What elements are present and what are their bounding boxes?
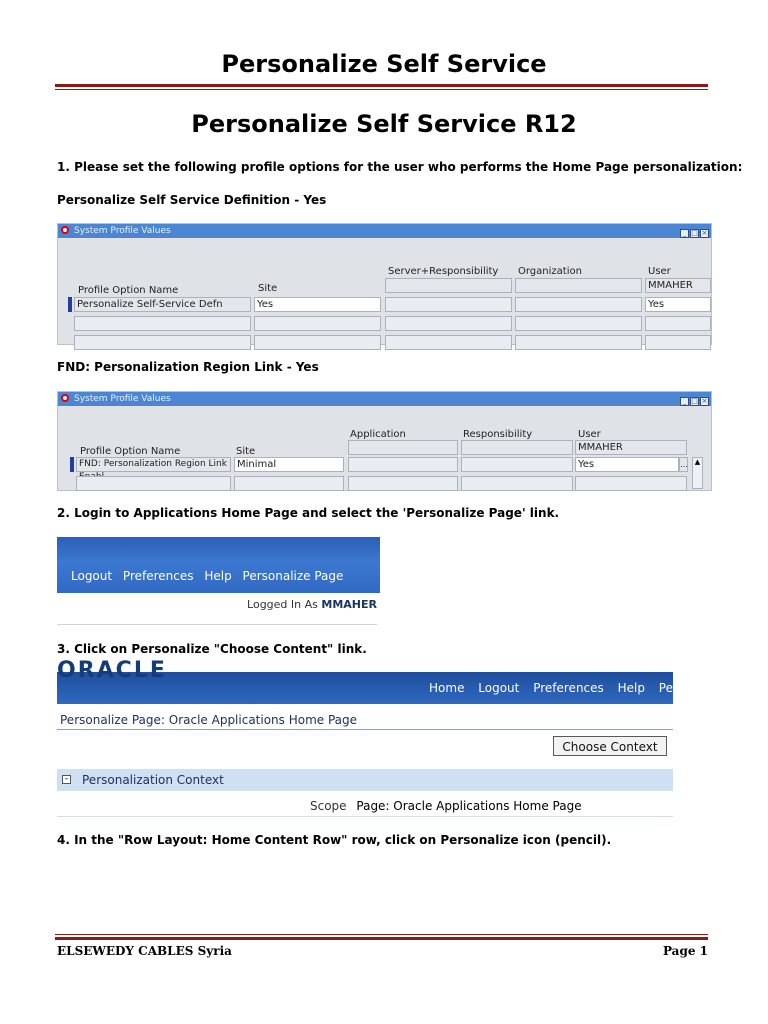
divider bbox=[57, 816, 673, 817]
current-row-indicator bbox=[70, 457, 74, 472]
col-header-user: User bbox=[648, 266, 671, 277]
footer-rule-thin bbox=[55, 934, 708, 935]
vertical-scrollbar[interactable] bbox=[692, 457, 703, 489]
preferences-link[interactable]: Preferences bbox=[122, 569, 194, 583]
minimize-icon[interactable]: _ bbox=[680, 397, 689, 406]
server-resp-field-empty[interactable] bbox=[385, 316, 512, 331]
user-value-field[interactable]: Yes bbox=[575, 457, 679, 472]
user-field-empty[interactable] bbox=[645, 316, 711, 331]
step-3-text: 3. Click on Personalize "Choose Content" link. bbox=[57, 642, 367, 656]
profile-name-cell-empty[interactable] bbox=[74, 316, 251, 331]
system-profile-window-2 bbox=[57, 391, 712, 491]
scope-value: Page: Oracle Applications Home Page bbox=[356, 799, 582, 813]
page-header-title: Personalize Self Service bbox=[221, 50, 547, 78]
user-field-empty[interactable] bbox=[645, 335, 711, 350]
personalization-context-header bbox=[57, 769, 673, 791]
global-links bbox=[419, 681, 673, 695]
scroll-up-icon[interactable]: ▲ bbox=[694, 458, 701, 466]
header-rule-thin bbox=[55, 89, 708, 90]
col-header-organization: Organization bbox=[518, 266, 582, 277]
global-links bbox=[71, 569, 350, 583]
divider bbox=[57, 624, 377, 625]
preferences-link[interactable]: Preferences bbox=[533, 681, 604, 695]
footer-company: ELSEWEDY CABLES Syria bbox=[57, 944, 232, 958]
logged-in-label: Logged In As bbox=[247, 598, 318, 611]
page-number: Page 1 bbox=[662, 944, 708, 958]
minimize-icon[interactable]: _ bbox=[680, 229, 689, 238]
header-rule bbox=[55, 84, 708, 87]
site-value-field-empty[interactable] bbox=[254, 335, 381, 350]
oracle-logo-icon bbox=[61, 226, 69, 234]
title-underline bbox=[57, 729, 673, 730]
help-link[interactable]: Help bbox=[617, 681, 645, 695]
collapse-icon[interactable]: - bbox=[62, 775, 71, 784]
window-title: System Profile Values bbox=[74, 394, 171, 404]
col-header-profile: Profile Option Name bbox=[80, 446, 181, 457]
step-2-text: 2. Login to Applications Home Page and select the 'Personalize Page' link. bbox=[57, 506, 560, 520]
personalize-page-title: Personalize Page: Oracle Applications Home Page bbox=[60, 713, 358, 727]
footer-rule bbox=[55, 937, 708, 940]
server-resp-header-cell bbox=[385, 278, 512, 293]
site-value-field[interactable]: Yes bbox=[254, 297, 381, 312]
responsibility-value-field[interactable] bbox=[461, 457, 573, 472]
help-link[interactable]: Help bbox=[204, 569, 232, 583]
logout-link[interactable]: Logout bbox=[478, 681, 520, 695]
current-row-indicator bbox=[68, 297, 72, 312]
user-name-cell: MMAHER bbox=[575, 440, 687, 455]
organization-value-field[interactable] bbox=[515, 297, 642, 312]
user-name-cell: MMAHER bbox=[645, 278, 711, 293]
window-titlebar bbox=[58, 224, 711, 238]
document-title: Personalize Self Service R12 bbox=[191, 110, 577, 138]
section-title: Personalization Context bbox=[82, 773, 224, 787]
user-value-field[interactable]: Yes bbox=[645, 297, 711, 312]
home-link[interactable]: Home bbox=[429, 681, 465, 695]
site-value-field-empty[interactable] bbox=[254, 316, 381, 331]
profile-option-2-text: FND: Personalization Region Link - Yes bbox=[57, 360, 319, 374]
site-value-field-empty[interactable] bbox=[234, 476, 344, 491]
oracle-logo: ORACLE bbox=[57, 658, 167, 683]
list-of-values-button[interactable]: … bbox=[679, 457, 688, 472]
application-field-empty[interactable] bbox=[348, 476, 458, 491]
col-header-responsibility: Responsibility bbox=[463, 429, 533, 440]
close-icon[interactable]: × bbox=[701, 229, 708, 237]
oracle-logo-icon bbox=[61, 394, 69, 402]
personalize-link-truncated[interactable]: Pe bbox=[658, 681, 673, 695]
logged-in-status bbox=[57, 598, 377, 611]
site-value-field[interactable]: Minimal bbox=[234, 457, 344, 472]
col-header-site: Site bbox=[258, 283, 278, 294]
home-page-global-bar bbox=[57, 537, 380, 593]
profile-name-cell[interactable]: Personalize Self-Service Defn bbox=[74, 297, 251, 312]
col-header-server-resp: Server+Responsibility bbox=[388, 266, 499, 277]
personalize-page-link[interactable]: Personalize Page bbox=[242, 569, 344, 583]
step-1-text: 1. Please set the following profile options for the user who performs the Home Page personalization: bbox=[57, 160, 743, 174]
maximize-icon[interactable]: □ bbox=[691, 229, 698, 237]
system-profile-window-1 bbox=[57, 223, 712, 345]
close-icon[interactable]: × bbox=[701, 397, 708, 405]
application-value-field[interactable] bbox=[348, 457, 458, 472]
logout-link[interactable]: Logout bbox=[71, 569, 113, 583]
scope-label: Scope bbox=[310, 799, 347, 813]
window-titlebar bbox=[58, 392, 711, 406]
organization-field-empty[interactable] bbox=[515, 316, 642, 331]
organization-field-empty[interactable] bbox=[515, 335, 642, 350]
personalize-global-bar bbox=[57, 658, 673, 704]
col-header-application: Application bbox=[350, 429, 406, 440]
user-field-empty[interactable] bbox=[575, 476, 687, 491]
server-resp-value-field[interactable] bbox=[385, 297, 512, 312]
window-title: System Profile Values bbox=[74, 226, 171, 236]
choose-context-button[interactable]: Choose Context bbox=[553, 736, 667, 756]
col-header-profile: Profile Option Name bbox=[78, 285, 179, 296]
profile-name-cell-empty[interactable] bbox=[76, 476, 231, 491]
responsibility-field-empty[interactable] bbox=[461, 476, 573, 491]
logged-in-user: MMAHER bbox=[321, 598, 377, 611]
responsibility-header-cell bbox=[461, 440, 573, 455]
profile-name-cell-empty[interactable] bbox=[74, 335, 251, 350]
application-header-cell bbox=[348, 440, 458, 455]
profile-name-cell[interactable]: FND: Personalization Region Link bbox=[76, 457, 231, 472]
organization-header-cell bbox=[515, 278, 642, 293]
maximize-icon[interactable]: □ bbox=[691, 397, 698, 405]
profile-option-1-text: Personalize Self Service Definition - Yes bbox=[57, 193, 327, 207]
col-header-user: User bbox=[578, 429, 601, 440]
scope-row bbox=[310, 799, 582, 813]
server-resp-field-empty[interactable] bbox=[385, 335, 512, 350]
col-header-site: Site bbox=[236, 446, 256, 457]
step-4-text: 4. In the "Row Layout: Home Content Row" row, click on Personalize icon (pencil). bbox=[57, 833, 612, 847]
